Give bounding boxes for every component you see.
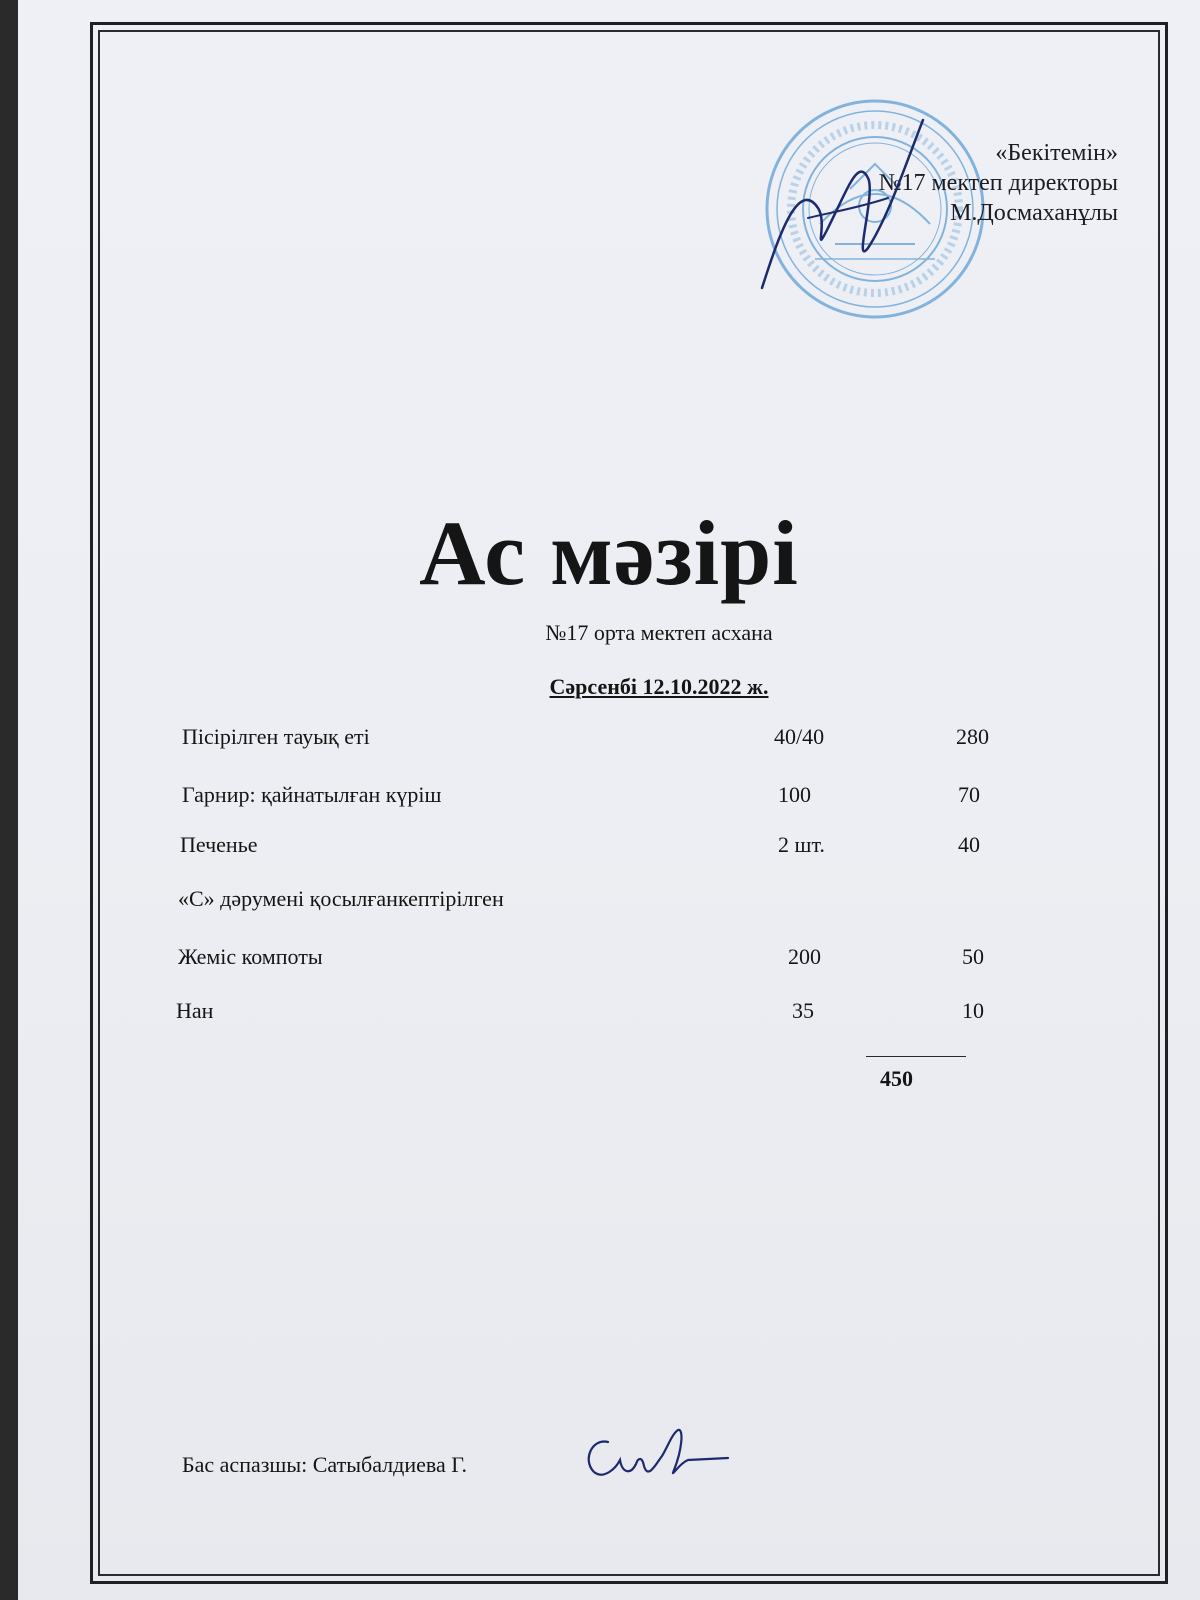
page-title: Ас мәзірі bbox=[419, 502, 799, 604]
approval-director-name: М.Досмаханұлы bbox=[950, 200, 1118, 226]
dish-name: Гарнир: қайнатылған күріш bbox=[182, 782, 442, 807]
approval-position: №17 мектеп директоры bbox=[878, 170, 1118, 196]
chef-signature-icon bbox=[578, 1420, 738, 1490]
dish-quantity: 2 шт. bbox=[778, 832, 825, 857]
dish-name: Нан bbox=[176, 998, 214, 1023]
dish-quantity: 100 bbox=[778, 782, 811, 807]
menu-date: Сәрсенбі 12.10.2022 ж. bbox=[549, 674, 769, 699]
dish-name: Жеміс компоты bbox=[178, 944, 323, 969]
dish-calories: 70 bbox=[958, 782, 980, 807]
head-chef-label: Бас аспазшы: Сатыбалдиева Г. bbox=[182, 1452, 467, 1477]
dish-quantity: 200 bbox=[788, 944, 821, 969]
dish-name: Печенье bbox=[180, 832, 258, 857]
total-calories: 450 bbox=[880, 1066, 913, 1091]
dish-name: Пісірілген тауық еті bbox=[182, 724, 370, 749]
dish-quantity: 40/40 bbox=[774, 724, 825, 749]
director-signature-icon bbox=[758, 118, 948, 298]
dish-calories: 50 bbox=[962, 944, 984, 969]
canteen-name: №17 орта мектеп асхана bbox=[545, 620, 773, 645]
dish-calories: 280 bbox=[956, 724, 989, 749]
approval-heading: «Бекітемін» bbox=[995, 140, 1118, 166]
dish-calories: 40 bbox=[958, 832, 980, 857]
document-page bbox=[18, 0, 1200, 1600]
total-divider bbox=[866, 1056, 966, 1057]
dish-name: «С» дәрумені қосылғанкептірілген bbox=[178, 886, 504, 911]
dish-calories: 10 bbox=[962, 998, 984, 1023]
dish-quantity: 35 bbox=[792, 998, 814, 1023]
